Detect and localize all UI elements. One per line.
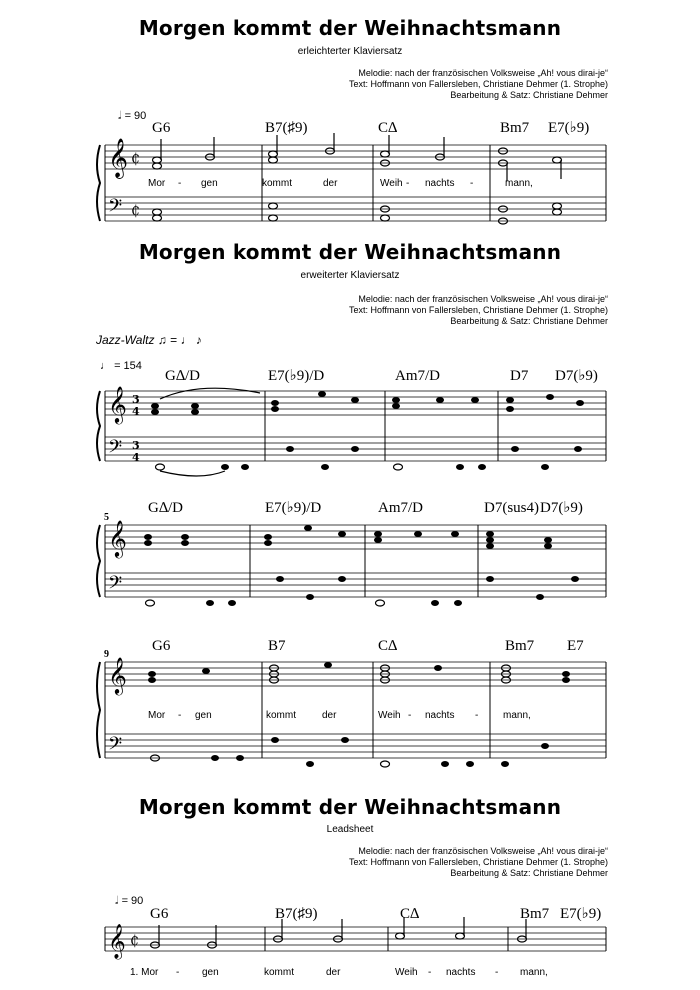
cut-time-icon: ₵ [131, 151, 140, 167]
lyric-syllable: mann, [520, 967, 548, 978]
sheet1-subtitle: erleichterter Klaviersatz [297, 46, 403, 57]
lyric-hyphen: - [428, 967, 432, 978]
lyric-syllable: gen [195, 710, 212, 721]
chord-symbol: E7(♭9) [548, 120, 590, 136]
chord-symbol: B7(♯9) [265, 120, 308, 136]
chord-symbol: B7 [268, 638, 286, 654]
chord-symbol: G6 [152, 120, 171, 136]
tempo-value: = 90 [121, 895, 144, 907]
treble-clef-icon: 𝄞 [108, 924, 126, 959]
chord-symbol: G6 [152, 638, 171, 654]
credit-text: Text: Hoffmann von Fallersleben, Christiane Dehmer (1. Strophe) [349, 305, 608, 315]
treble-clef-icon: 𝄞 [108, 138, 129, 178]
chord-symbol: Am7/D [395, 368, 440, 384]
chord-symbol: D7(♭9) [540, 500, 583, 516]
time-signature: 4 [132, 405, 140, 418]
measure-number: 5 [104, 512, 109, 523]
chord-symbol: G6 [150, 906, 169, 922]
chord-symbol: E7(♭9)/D [265, 500, 322, 516]
time-signature: 4 [132, 451, 140, 464]
tempo-value: = 90 [124, 110, 147, 122]
tempo-value: = 154 [114, 360, 142, 372]
chord-symbol: Bm7 [505, 638, 535, 654]
measure-number: 9 [104, 649, 109, 660]
credit-melody: Melodie: nach der französischen Volksweise „Ah! vous dirai-je“ [358, 294, 608, 304]
treble-clef-icon: 𝄞 [108, 385, 127, 423]
lyric-syllable: gen [201, 178, 218, 189]
lyric-syllable: nachts [446, 967, 476, 978]
sheet1-grand-staff [0, 115, 700, 235]
brace-icon [97, 145, 100, 221]
bass-clef-icon: 𝄢 [108, 734, 123, 759]
chord-symbol: G∆/D [148, 500, 184, 516]
sheet1-credits [349, 68, 608, 101]
lyric-hyphen: - [178, 178, 182, 189]
style-label [96, 333, 202, 347]
lyric-syllable: Weih [378, 710, 401, 721]
lyric-hyphen: - [475, 710, 479, 721]
chord-symbol: C∆ [400, 906, 420, 922]
half-note-icon: 𝅗𝅥 [115, 895, 119, 907]
lyric-syllable: Mor [148, 178, 166, 189]
chord-symbol: E7 [567, 638, 584, 654]
credit-arrangement: Bearbeitung & Satz: Christiane Dehmer [450, 316, 608, 326]
sheet2-title: Morgen kommt der Weihnachtsmann [138, 240, 562, 264]
lyric-syllable: mann, [505, 178, 533, 189]
chord-symbol: Am7/D [378, 500, 423, 516]
lyric-syllable: Weih [380, 178, 403, 189]
lyric-syllable: der [326, 967, 341, 978]
time-signature: 3 [132, 393, 140, 406]
lyric-syllable: mann, [503, 710, 531, 721]
sheet2-system-3 [0, 630, 700, 770]
chord-symbol: B7(♯9) [275, 906, 318, 922]
sheet2-subtitle: erweiterter Klaviersatz [300, 270, 400, 281]
brace-icon [97, 662, 100, 758]
chord-symbol: D7(sus4) [484, 500, 539, 516]
chord-symbol: D7(♭9) [555, 368, 598, 384]
bass-clef-icon: 𝄢 [108, 573, 123, 598]
lyric-syllable: Weih [395, 967, 418, 978]
sheet3-title: Morgen kommt der Weihnachtsmann [138, 795, 562, 819]
lyric-syllable: kommt [266, 710, 296, 721]
lyric-hyphen: - [176, 967, 180, 978]
chord-symbol: E7(♭9)/D [268, 368, 325, 384]
lyric-syllable: Mor [148, 710, 166, 721]
lyric-syllable: kommt [264, 967, 294, 978]
sheet2-system-2 [0, 495, 700, 610]
chord-symbol: E7(♭9) [560, 906, 602, 922]
credit-text: Text: Hoffmann von Fallersleben, Christiane Dehmer (1. Strophe) [349, 857, 608, 867]
lyric-syllable: der [322, 710, 337, 721]
chord-symbol: C∆ [378, 120, 398, 136]
sheet3-lead-staff [0, 905, 700, 985]
lyric-syllable: kommt [262, 178, 292, 189]
half-note-icon: 𝅗𝅥 [118, 110, 122, 122]
credit-melody: Melodie: nach der französischen Volksweise „Ah! vous dirai-je“ [358, 68, 608, 78]
brace-icon [97, 391, 100, 461]
bass-clef-icon: 𝄢 [108, 437, 123, 462]
bass-staff [105, 197, 606, 221]
lyric-hyphen: - [408, 710, 412, 721]
style-name: Jazz-Waltz [96, 333, 155, 347]
credit-arrangement: Bearbeitung & Satz: Christiane Dehmer [450, 868, 608, 878]
quarter-note-icon: ♩ [100, 360, 111, 372]
treble-staff [105, 145, 606, 169]
time-signature: 3 [132, 439, 140, 452]
credit-arrangement: Bearbeitung & Satz: Christiane Dehmer [450, 90, 608, 100]
treble-clef-icon: 𝄞 [108, 519, 127, 557]
lyric-syllable: der [323, 178, 338, 189]
chord-symbol: D7 [510, 368, 529, 384]
cut-time-icon: ₵ [130, 933, 139, 949]
lyric-syllable: nachts [425, 710, 455, 721]
lyric-hyphen: - [495, 967, 499, 978]
lyric-syllable: 1. Mor [130, 967, 159, 978]
chord-symbol: Bm7 [500, 120, 530, 136]
lyric-hyphen: - [470, 178, 474, 189]
sheet3-credits [349, 846, 608, 879]
swing-feel-icon: ♫ = ♩ ♪ [157, 333, 202, 347]
treble-clef-icon: 𝄞 [108, 656, 127, 694]
credit-melody: Melodie: nach der französischen Volksweise „Ah! vous dirai-je“ [358, 846, 608, 856]
sheet3-subtitle: Leadsheet [326, 824, 374, 835]
sheet2-system-1 [0, 363, 700, 473]
lyric-syllable: nachts [425, 178, 455, 189]
chord-symbol: C∆ [378, 638, 398, 654]
bass-clef-icon: 𝄢 [108, 196, 123, 221]
cut-time-icon: ₵ [131, 203, 140, 219]
chord-symbol: G∆/D [165, 368, 201, 384]
sheet2-credits [349, 294, 608, 327]
credit-text: Text: Hoffmann von Fallersleben, Christiane Dehmer (1. Strophe) [349, 79, 608, 89]
lyric-syllable: gen [202, 967, 219, 978]
brace-icon [97, 525, 100, 597]
sheet1-title: Morgen kommt der Weihnachtsmann [138, 16, 562, 40]
chord-symbol: Bm7 [520, 906, 550, 922]
lyric-hyphen: - [178, 710, 182, 721]
lyric-hyphen: - [406, 178, 410, 189]
